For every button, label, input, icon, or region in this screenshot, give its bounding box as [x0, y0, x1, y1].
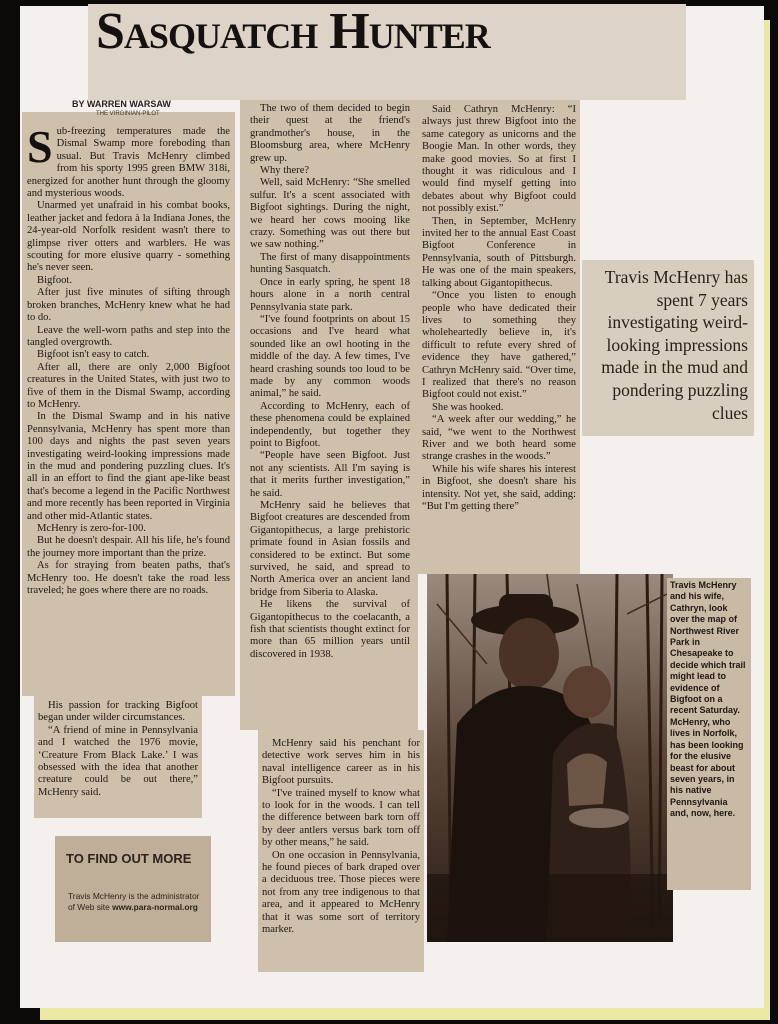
headline: Sasquatch Hunter [96, 3, 490, 60]
paragraph: According to McHenry, each of these phenomena could be explained independently, but together they point to Bigfoot. [250, 400, 410, 449]
pull-quote: Travis McHenry has spent 7 years investigating weird-looking impressions made in the mud and pondering puzzling clues [582, 260, 754, 436]
paragraph: After just five minutes of sifting through broken branches, McHenry knew what he had to do. [27, 287, 230, 324]
paragraph: While his wife shares his interest in Bigfoot, she doesn't share his intensity. Not yet, she said, adding: “But I'm getting there” [422, 463, 576, 512]
paragraph: ub-freezing temperatures made the Dismal Swamp more foreboding than usual. But Travis McHenry climbed from his sporty 1995 green BMW 318i, energized for another hunt through the gloomy and mysterious woods. [27, 126, 230, 200]
find-out-more-title: TO FIND OUT MORE [66, 851, 192, 866]
website-url: www.para-normal.org [112, 902, 198, 912]
paragraph: As for straying from beaten paths, that's McHenry too. He doesn't take the road less traveled; he goes where there are no roads. [27, 560, 230, 597]
find-out-more-body: Travis McHenry is the administrator of Web site [68, 891, 200, 912]
article-photo [427, 574, 673, 942]
paragraph: He likens the survival of Gigantopithecus to the coelacanth, a fish that scientists thought extinct for more than 65 million years until discovered in 1938. [250, 599, 410, 660]
paragraph: In the Dismal Swamp and in his native Pennsylvania, McHenry has spent more than 100 days and nights the past seven years investigating weird-looking impressions made in the mud and pondering puzzling clues. It's all in an effort to find the giant ape-like beast that's become a legend in the Pacific Northwest and more recently has been reported in Virginia and other mid-Atlantic states. [27, 411, 230, 522]
paragraph: She was hooked. [432, 401, 504, 413]
paragraph: Well, said McHenry: “She smelled sulfur. It's a scent associated with Bigfoot sightings. During the night, we heard her cows mooing like crazy. Something was out there but we saw nothing.” [250, 177, 410, 251]
paragraph: McHenry said his penchant for detective work serves him in his naval intelligence career as in his Bigfoot pursuits. [262, 738, 420, 787]
paragraph: Bigfoot. [37, 274, 73, 286]
article-column-3 [422, 104, 576, 513]
paragraph: Leave the well-worn paths and step into the tangled overgrowth. [27, 324, 230, 348]
photo-caption: Travis McHenry and his wife, Cathryn, look over the map of Northwest River Park in Chesapeake to decide which trail might lead to evidence of Bigfoot on a recent Saturday. McHenry, who lives in Norfolk, has been looking for the elusive beast for about seven years, in his native Pennsylvania and, now, here. [667, 578, 751, 890]
paragraph: On one occasion in Pennsylvania, he found pieces of bark draped over a deciduous tree. Those pieces were not from any tree indigenous to that area, and it appeared to McHenry that it was some sort of territory marker. [262, 849, 420, 936]
paragraph: Once in early spring, he spent 18 hours alone in a north central Pennsylvania state park. [250, 276, 410, 313]
paragraph: Why there? [260, 165, 310, 177]
article-column-2 [250, 103, 410, 661]
article-column-1 [27, 121, 230, 597]
paragraph: His passion for tracking Bigfoot began under wilder circumstances. [38, 700, 198, 724]
photo-illustration [427, 574, 673, 942]
article-column-1-continued [38, 700, 198, 799]
paragraph: Bigfoot isn't easy to catch. [37, 349, 150, 361]
source-credit: THE VIRGINIAN-PILOT [96, 111, 160, 117]
paragraph: The two of them decided to begin their quest at the friend's grandmother's house, in the Bloomsburg area, where McHenry grew up. [250, 103, 410, 164]
paragraph: “A friend of mine in Pennsylvania and I watched the 1976 movie, ‘Creature From Black Lake.’ I was obsessed with the idea that another creature could be out there,” McHenry said. [38, 724, 198, 798]
find-out-more-text [68, 891, 204, 913]
paragraph: McHenry said he believes that Bigfoot creatures are descended from Gigantopithecus, a large prehistoric primate found in Asian fossils and considered to be extinct. But some survived, he said, and spread to North America over an ancient land bridge from Siberia to Alaska. [250, 500, 410, 598]
byline: BY WARREN WARSAW [72, 99, 171, 109]
paragraph: “I've found footprints on about 15 occasions and I've heard what sounded like an owl hooting in the middle of the day. A few times, I've heard crashing sounds too loud to be made by any common woods animal,” he said. [250, 313, 410, 400]
paragraph: The first of many disappointments hunting Sasquatch. [250, 251, 410, 276]
paragraph: McHenry is zero-for-100. [37, 523, 146, 534]
paragraph: “People have seen Bigfoot. Just not any scientists. All I'm saying is that it merits further investigation,” he said. [250, 450, 410, 499]
article-column-2-continued [262, 738, 420, 937]
paragraph: “Once you listen to enough people who have dedicated their lives to something they wholeheartedly believe in, it's difficult to refute every shred of evidence they have gathered,” Cathryn McHenry said. “Over time, I realized that there's no reason Bigfoot could not exist.” [422, 290, 576, 401]
find-out-more-box [55, 836, 211, 942]
paragraph: Unarmed yet unafraid in his combat books, leather jacket and fedora à la Indiana Jones, the 24-year-old Norfolk resident wasn't there to glimpse river otters and warblers. He was scouting for more elusive quarry - something he's never seen. [27, 200, 230, 274]
paragraph: Said Cathryn McHenry: “I always just threw Bigfoot into the same category as unicorns and the Boogie Man. In other words, they make good movies. So at first I thought it was ridiculous and I would find myself getting into debates about why Bigfoot could not possibly exist.” [422, 104, 576, 215]
paragraph: But he doesn't despair. All his life, he's found the journey more important than the prize. [27, 535, 230, 559]
paragraph: “I've trained myself to know what to look for in the woods. I can tell the difference between bark torn off by deer antlers versus bark torn off by other means,” he said. [262, 787, 420, 849]
paragraph: “A week after our wedding,” he said, “we went to the Northwest River and we both heard some strange crashes in the woods.” [422, 414, 576, 463]
paragraph: Then, in September, McHenry invited her to the annual East Coast Bigfoot Conference in Pennsylvania, south of Pittsburgh. He was one of the main speakers, talking about Gigantopithecus. [422, 215, 576, 289]
drop-cap: S [27, 121, 53, 172]
paragraph: After all, there are only 2,000 Bigfoot creatures in the United States, with just two to five of them in the Dismal Swamp, according to McHenry. [27, 361, 230, 410]
